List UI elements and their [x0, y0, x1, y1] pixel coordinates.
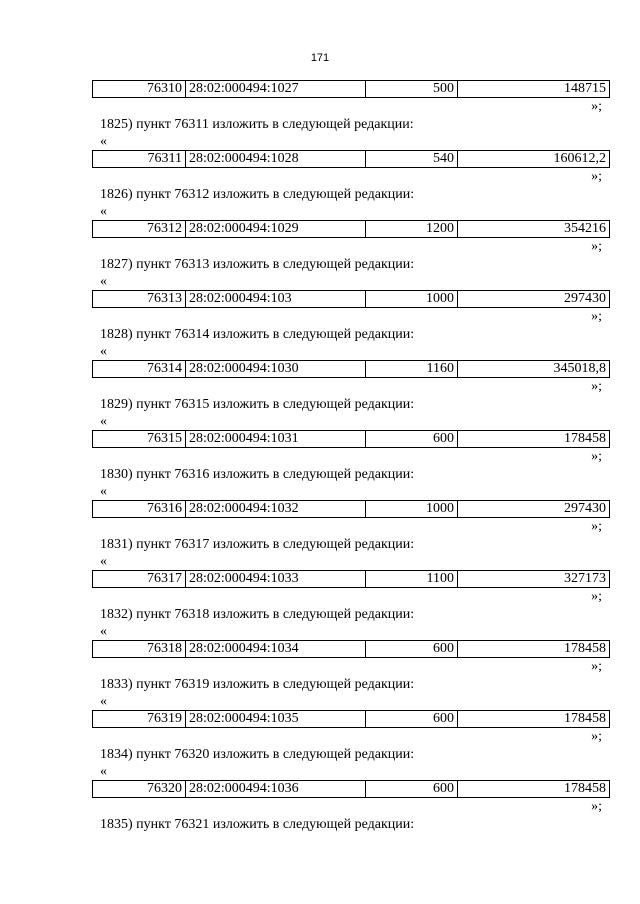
cadastral-number-cell: 28:02:000494:1033 [186, 571, 366, 588]
cadastral-number-cell: 28:02:000494:1036 [186, 781, 366, 798]
closing-quote: »; [591, 309, 602, 324]
area-cell: 1100 [366, 571, 458, 588]
value-cell: 160612,2 [458, 151, 610, 168]
area-cell: 1000 [366, 291, 458, 308]
area-cell: 1200 [366, 221, 458, 238]
opening-quote: « [100, 554, 107, 569]
amendment-instruction: 1825) пункт 76311 изложить в следующей редакции: [100, 117, 414, 132]
table-row [92, 570, 610, 588]
item-number-cell: 76320 [93, 781, 186, 798]
area-cell: 1000 [366, 501, 458, 518]
table-row [92, 150, 610, 168]
closing-quote: »; [591, 729, 602, 744]
item-number-cell: 76312 [93, 221, 186, 238]
item-number-cell: 76316 [93, 501, 186, 518]
cadastral-number-cell: 28:02:000494:103 [186, 291, 366, 308]
closing-quote: »; [591, 589, 602, 604]
area-cell: 500 [366, 81, 458, 98]
area-cell: 600 [366, 641, 458, 658]
amendment-instruction: 1833) пункт 76319 изложить в следующей редакции: [100, 677, 415, 692]
amendment-instruction: 1830) пункт 76316 изложить в следующей редакции: [100, 467, 415, 482]
value-cell: 148715 [458, 81, 610, 98]
closing-quote: »; [591, 449, 602, 464]
item-number-cell: 76317 [93, 571, 186, 588]
amendment-instruction: 1834) пункт 76320 изложить в следующей редакции: [100, 747, 415, 762]
closing-quote: »; [591, 659, 602, 674]
table-row [92, 290, 610, 308]
cadastral-number-cell: 28:02:000494:1034 [186, 641, 366, 658]
table-row [92, 220, 610, 238]
opening-quote: « [100, 204, 107, 219]
amendment-instruction: 1832) пункт 76318 изложить в следующей редакции: [100, 607, 415, 622]
item-number-cell: 76318 [93, 641, 186, 658]
closing-quote: »; [591, 379, 602, 394]
value-cell: 354216 [458, 221, 610, 238]
closing-quote: »; [591, 169, 602, 184]
cadastral-number-cell: 28:02:000494:1035 [186, 711, 366, 728]
area-cell: 600 [366, 781, 458, 798]
value-cell: 178458 [458, 781, 610, 798]
opening-quote: « [100, 344, 107, 359]
value-cell: 297430 [458, 291, 610, 308]
value-cell: 345018,8 [458, 361, 610, 378]
value-cell: 178458 [458, 641, 610, 658]
item-number-cell: 76319 [93, 711, 186, 728]
opening-quote: « [100, 484, 107, 499]
amendment-instruction: 1829) пункт 76315 изложить в следующей редакции: [100, 397, 415, 412]
cadastral-number-cell: 28:02:000494:1031 [186, 431, 366, 448]
cadastral-number-cell: 28:02:000494:1028 [186, 151, 366, 168]
value-cell: 178458 [458, 711, 610, 728]
table-row [92, 500, 610, 518]
document-body [92, 80, 610, 833]
area-cell: 600 [366, 711, 458, 728]
table-row [92, 780, 610, 798]
table-row [92, 360, 610, 378]
amendment-instruction: 1831) пункт 76317 изложить в следующей редакции: [100, 537, 415, 552]
opening-quote: « [100, 764, 107, 779]
closing-quote: »; [591, 99, 602, 114]
item-number-cell: 76314 [93, 361, 186, 378]
opening-quote: « [100, 134, 107, 149]
value-cell: 297430 [458, 501, 610, 518]
opening-quote: « [100, 274, 107, 289]
closing-quote: »; [591, 239, 602, 254]
table-row [92, 430, 610, 448]
item-number-cell: 76310 [93, 81, 186, 98]
page-number: 171 [310, 52, 330, 64]
table-row [92, 710, 610, 728]
item-number-cell: 76311 [93, 151, 186, 168]
table-row [92, 640, 610, 658]
item-number-cell: 76315 [93, 431, 186, 448]
closing-quote: »; [591, 519, 602, 534]
opening-quote: « [100, 624, 107, 639]
amendment-instruction: 1828) пункт 76314 изложить в следующей редакции: [100, 327, 415, 342]
cadastral-number-cell: 28:02:000494:1030 [186, 361, 366, 378]
cadastral-number-cell: 28:02:000494:1032 [186, 501, 366, 518]
area-cell: 1160 [366, 361, 458, 378]
amendment-instruction: 1826) пункт 76312 изложить в следующей редакции: [100, 187, 415, 202]
opening-quote: « [100, 414, 107, 429]
table-row [92, 80, 610, 98]
closing-quote: »; [591, 799, 602, 814]
opening-quote: « [100, 694, 107, 709]
cadastral-number-cell: 28:02:000494:1027 [186, 81, 366, 98]
cadastral-number-cell: 28:02:000494:1029 [186, 221, 366, 238]
value-cell: 178458 [458, 431, 610, 448]
amendment-instruction: 1835) пункт 76321 изложить в следующей редакции: [100, 817, 415, 832]
item-number-cell: 76313 [93, 291, 186, 308]
value-cell: 327173 [458, 571, 610, 588]
area-cell: 600 [366, 431, 458, 448]
amendment-instruction: 1827) пункт 76313 изложить в следующей редакции: [100, 257, 415, 272]
area-cell: 540 [366, 151, 458, 168]
